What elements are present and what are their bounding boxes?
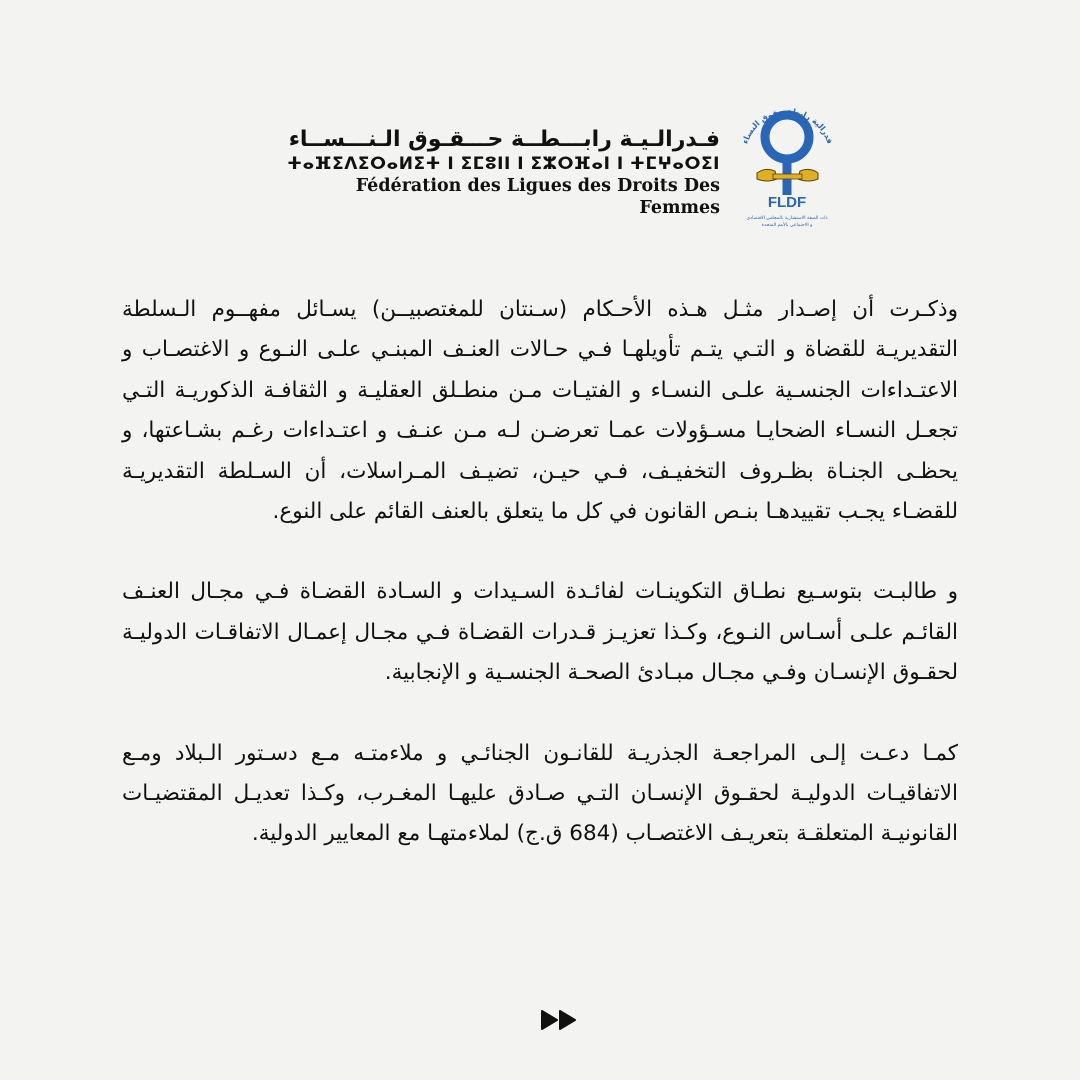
logo-arc-text: فدرالية رابطة حقوق النساء bbox=[740, 107, 835, 145]
logo-acronym: FLDF bbox=[767, 194, 807, 211]
paragraph-1: وذكـرت أن إصـدار مثـل هـذه الأحـكام (سـنتان للمغتصبيــن) يسـائل مفهــوم الـسلطة التقديريـة للقضاة و التـي يتـم تأويلهـا فـي حـالات العنـف المبنـي علـى النـوع و الاغتصـاب و الاعتـداءات الجنسـية علـى النسـاء و الفتيـات مـن منطـلق العقليـة و الثقافـة الذكوريـة التـي تجعـل النسـاء الضحايـا مسـؤولات عمـا تعرضـن لـه مـن عنـف و اعتـداءات رغـم بشـاعتها، و يحظـى الجنـاة بظـروف التخفيـف، فـي حيـن، تضيـف المـراسلات، أن السـلطة التقديريـة للقضـاء يجـب تقييدهـا بنـص القانون في كل ما يتعلق بالعنف القائم على النوع. bbox=[122, 297, 958, 525]
fldf-logo bbox=[735, 95, 840, 230]
header bbox=[280, 95, 840, 228]
org-name-arabic: فـدرالـيـة رابـــطــة حـــقـوق الـنـــســاء bbox=[288, 127, 720, 152]
chain-icon bbox=[773, 174, 802, 179]
double-arrow-right-icon[interactable] bbox=[540, 1008, 580, 1032]
fldf-logo-graphic bbox=[735, 95, 840, 230]
org-name-tifinagh: ⵜⴰⴼⵉⴷⵉⵔⴰⵍⵉⵜ ⵏ ⵉⵎⵓⵏⵏ ⵏ ⵉⵣⵔⴼⴰⵏ ⵏ ⵜⵎⵖⴰⵔⵉⵏ bbox=[287, 154, 720, 174]
paragraph-3: كمـا دعـت إلـى المراجعـة الجذريـة للقانـون الجنائـي و ملاءمتـه مـع دسـتور الـبلاد ومـع الاتفاقيـات الدوليـة لحقـوق الإنسـان التـي صـادق عليهـا المغـرب، وكـذا تعديـل المقتضيـات القانونيـة المتعلقـة بتعريـف الاغتصـاب (684 ق.ج) لملاءمتهـا مع المعايير الدولية. bbox=[122, 740, 958, 847]
logo-caption-line2: و الاجتماعي بالأمم المتحدة bbox=[761, 223, 813, 228]
org-name-french: Fédération des Ligues des Droits Des Femmes bbox=[355, 176, 720, 218]
venus-symbol-icon bbox=[765, 115, 809, 159]
paragraph-2: و طالبـت بتوسـيع نطـاق التكوينـات لفائـدة السـيدات و السـادة القضـاة فـي مجـال العنـف القائـم علـى أسـاس النـوع، وكـذا تعزيـز قـدرات القضـاة فـي مجـال إعمـال الاتفاقـات الدوليـة لحقـوق الإنسـان وفـي مجـال مبـادئ الصحـة الجنسـية و الإنجابية. bbox=[122, 579, 958, 686]
logo-caption-line1: ذات الصفة الاستشارية بالمجلس الاقتصادي bbox=[746, 216, 828, 221]
org-name-block bbox=[280, 127, 720, 219]
statement-body bbox=[122, 290, 958, 855]
